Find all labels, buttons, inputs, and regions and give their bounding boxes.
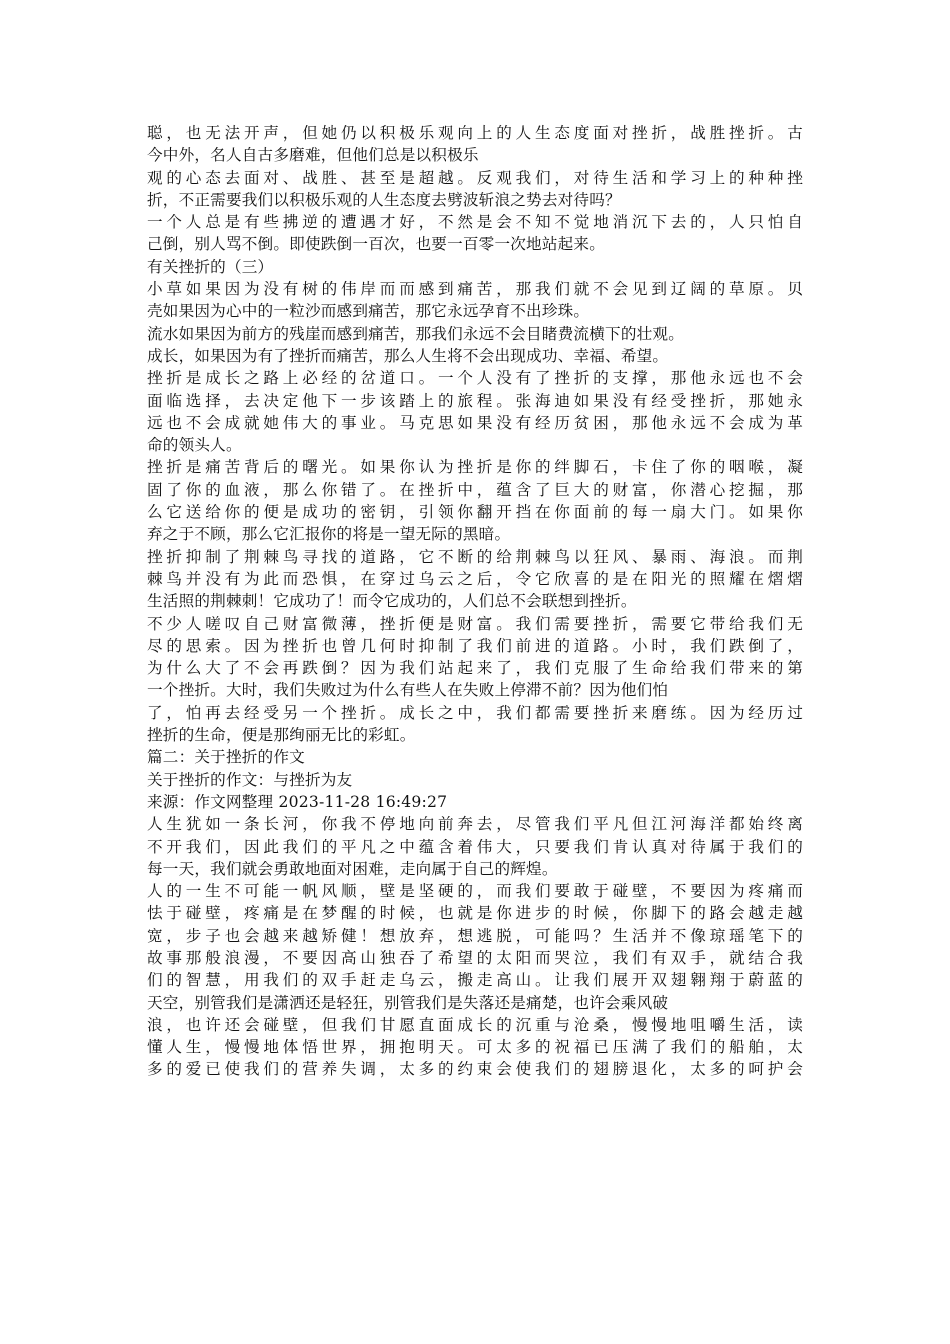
text-line: 弃之于不顾，那么它汇报你的将是一望无际的黑暗。 [147,525,511,544]
text-line: 不开我们，因此我们的平凡之中蕴含着伟大，只要我们肯认真对待属于我们的 [147,837,803,856]
text-line: 棘鸟并没有为此而恐惧，在穿过乌云之后，令它欣喜的是在阳光的照耀在熠熠 [147,569,803,588]
text-line: 不少人嗟叹自己财富微薄，挫折便是财富。我们需要挫折，需要它带给我们无 [147,614,803,633]
text-line: 聪，也无法开声，但她仍以积极乐观向上的人生态度面对挫折，战胜挫折。古 [147,124,803,142]
text-line: 宽，步子也会越来越矫健！想放弃，想逃脱，可能吗？生活并不像琼瑶笔下的 [147,926,803,945]
text-line: 人生犹如一条长河，你我不停地向前奔去，尽管我们平凡但江河海洋都始终离 [147,815,803,834]
article-title: 关于挫折的作文：与挫折为友 [147,770,353,789]
text-line: 天空，别管我们是潇洒还是轻狂，别管我们是失落还是痛楚，也许会乘风破 [147,993,669,1012]
text-line: 了，怕再去经受另一个挫折。成长之中，我们都需要挫折来磨练。因为经历过 [147,703,803,722]
text-line: 固了你的血液，那么你错了。在挫折中，蕴含了巨大的财富，你潜心挖掘，那 [147,480,803,499]
text-line: 折，不正需要我们以积极乐观的人生态度去劈波斩浪之势去对待吗？ [147,190,621,209]
article-source: 来源：作文网整理 2023-11-28 16:49:27 [147,792,448,811]
text-line: 挫折的生命，便是那绚丽无比的彩虹。 [147,726,416,745]
text-line: 面临选择，去决定他下一步该踏上的旅程。张海迪如果没有经受挫折，那她永 [147,391,803,410]
text-line: 今中外，名人自古多磨难，但他们总是以积极乐 [147,146,479,165]
text-line: 尽的思索。因为挫折也曾几何时抑制了我们前进的道路。小时，我们跌倒了， [147,636,803,655]
section-heading: 有关挫折的（三） [147,257,274,276]
text-line: 怯于碰壁，疼痛是在梦醒的时候，也就是你进步的时候，你脚下的路会越走越 [147,904,803,923]
text-line: 懂人生，慢慢地体悟世界，拥抱明天。可太多的祝福已压满了我们的船舶，太 [147,1038,803,1057]
text-line: 生活照的荆棘刺！它成功了！而令它成功的，人们总不会联想到挫折。 [147,592,637,611]
text-line: 挫折是成长之路上必经的岔道口。一个人没有了挫折的支撑，那他永远也不会 [147,369,803,388]
text-line: 小草如果因为没有树的伟岸而而感到痛苦，那我们就不会见到辽阔的草原。贝 [147,280,803,299]
text-line: 为什么大了不会再跌倒？因为我们站起来了，我们克服了生命给我们带来的第 [147,659,803,678]
text-line: 每一天，我们就会勇敢地面对困难，走向属于自己的辉煌。 [147,859,558,878]
section-heading: 篇二：关于挫折的作文 [147,748,305,767]
text-line: 故事那般浪漫，不要因高山独吞了希望的太阳而哭泣，我们有双手，就结合我 [147,948,803,967]
text-line: 们的智慧，用我们的双手赶走乌云，搬走高山。让我们展开双翅翱翔于蔚蓝的 [147,971,803,990]
text-line: 壳如果因为心中的一粒沙而感到痛苦，那它永远孕育不出珍珠。 [147,302,590,321]
text-line: 浪，也许还会碰壁，但我们甘愿直面成长的沉重与沧桑，慢慢地咀嚼生活，读 [147,1015,803,1034]
text-line: 一个挫折。大时，我们失败过为什么有些人在失败上停滞不前？因为他们怕 [147,681,669,700]
document-body [147,122,803,1081]
text-line: 流水如果因为前方的残崖而感到痛苦，那我们永远不会目睹费流横下的壮观。 [147,324,684,343]
text-line: 远也不会成就她伟大的事业。马克思如果没有经历贫困，那他永远不会成为革 [147,413,803,432]
text-line: 挫折抑制了荆棘鸟寻找的道路，它不断的给荆棘鸟以狂风、暴雨、海浪。而荆 [147,547,803,566]
text-line: 挫折是痛苦背后的曙光。如果你认为挫折是你的绊脚石，卡住了你的咽喉，凝 [147,458,803,477]
text-line: 多的爱已使我们的营养失调，太多的约束会使我们的翅膀退化，太多的呵护会 [147,1060,803,1079]
text-line: 成长，如果因为有了挫折而痛苦，那么人生将不会出现成功、幸福、希望。 [147,346,669,365]
text-line: 么它送给你的便是成功的密钥，引领你翻开挡在你面前的每一扇大门。如果你 [147,503,803,522]
text-line: 命的领头人。 [147,436,242,455]
text-line: 一个人总是有些拂逆的遭遇才好，不然是会不知不觉地消沉下去的，人只怕自 [147,213,803,232]
text-line: 己倒，别人骂不倒。即使跌倒一百次，也要一百零一次地站起来。 [147,235,606,254]
text-line: 人的一生不可能一帆风顺，壁是坚硬的，而我们要敢于碰壁，不要因为疼痛而 [147,882,803,901]
text-line: 观的心态去面对、战胜、甚至是超越。反观我们，对待生活和学习上的种种挫 [147,168,803,187]
